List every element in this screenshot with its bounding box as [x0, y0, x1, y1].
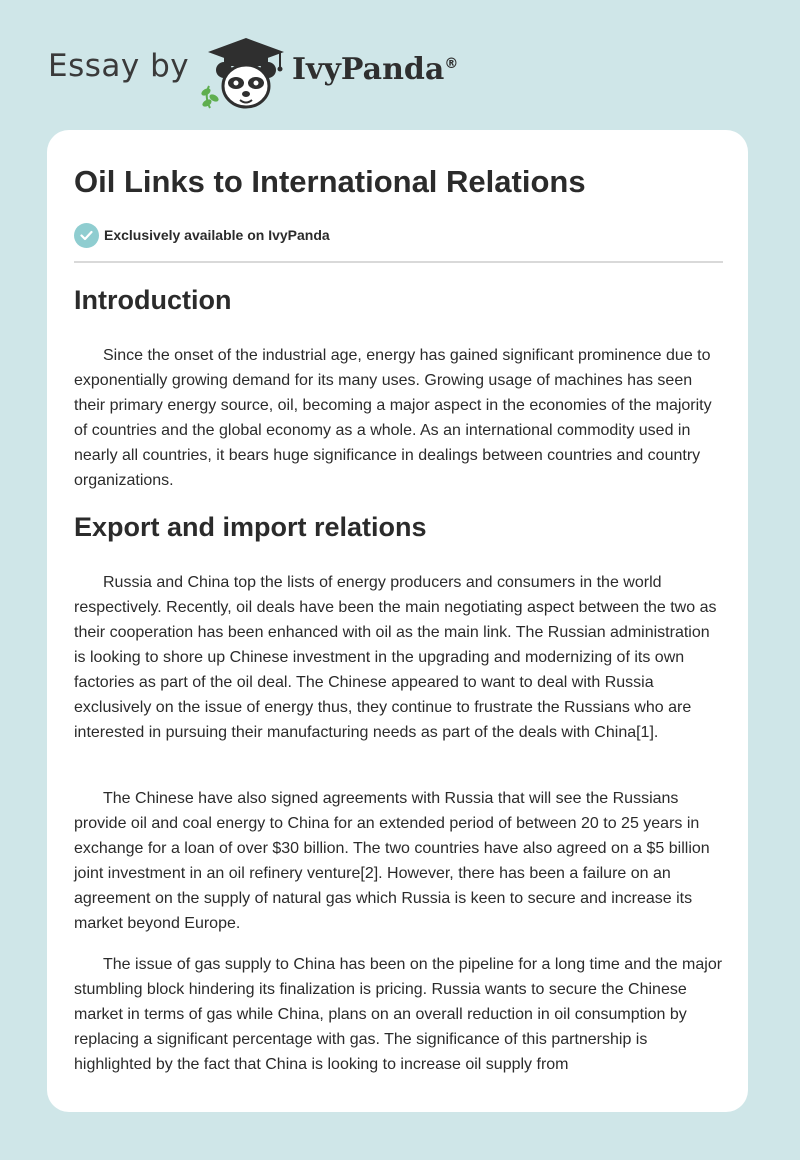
- brand-prefix: Essay by: [48, 48, 190, 84]
- badge-label: Exclusively available on IvyPanda: [104, 227, 330, 243]
- brand-name-text: IvyPanda: [292, 52, 445, 87]
- exclusive-badge: [74, 222, 330, 248]
- paragraph: Since the onset of the industrial age, energy has gained significant prominence due to exponentially growing demand for its many uses. Growing usage of machines has seen their primary energy source, oil, becoming a major aspect in the economies of the majority of countries and the global economy as a whole. As an international commodity used in nearly all countries, it bears huge significance in dealings between countries and country organizations.: [74, 347, 712, 489]
- essay-title: Oil Links to International Relations: [74, 164, 586, 199]
- site-header: [0, 0, 800, 120]
- brand-name[interactable]: [292, 52, 458, 87]
- section-heading-export-import: Export and import relations: [74, 512, 427, 542]
- paragraph: The issue of gas supply to China has been on the pipeline for a long time and the major stumbling block hindering its finalization is pricing. Russia wants to secure the Chinese market in terms of gas while China, plans on an overall reduction in oil consumption by replacing a significant percentage with gas. The significance of this partnership is highlighted by the fact that China is looking to increase oil supply from: [74, 956, 723, 1073]
- registered-mark: ®: [444, 56, 459, 72]
- check-icon: [74, 223, 99, 248]
- paragraph: The Chinese have also signed agreements with Russia that will see the Russians provide oil and coal energy to China for an extended period of between 20 to 25 years in exchange for a loan of over $30 billion. The two countries have also agreed on a $5 billion joint investment in an oil refinery venture[2]. However, there has been a failure on an agreement on the supply of natural gas which Russia is keen to secure and increase its market beyond Europe.: [74, 790, 710, 932]
- section-heading-introduction: Introduction: [74, 285, 232, 315]
- paragraph: Russia and China top the lists of energy producers and consumers in the world respectively. Recently, oil deals have been the main negotiating aspect between the two as their cooperation has been enhanced with oil as the main link. The Russian administration is looking to shore up Chinese investment in the upgrading and modernizing of its own factories as part of the oil deal. The Chinese appeared to want to deal with Russia exclusively on the issue of energy thus, they continue to frustrate the Russians who are interested in pursuing their manufacturing needs as part of the deals with China[1].: [74, 574, 717, 741]
- panda-logo-icon[interactable]: [200, 36, 292, 112]
- essay-card: [47, 130, 748, 1112]
- title-divider: [74, 261, 723, 263]
